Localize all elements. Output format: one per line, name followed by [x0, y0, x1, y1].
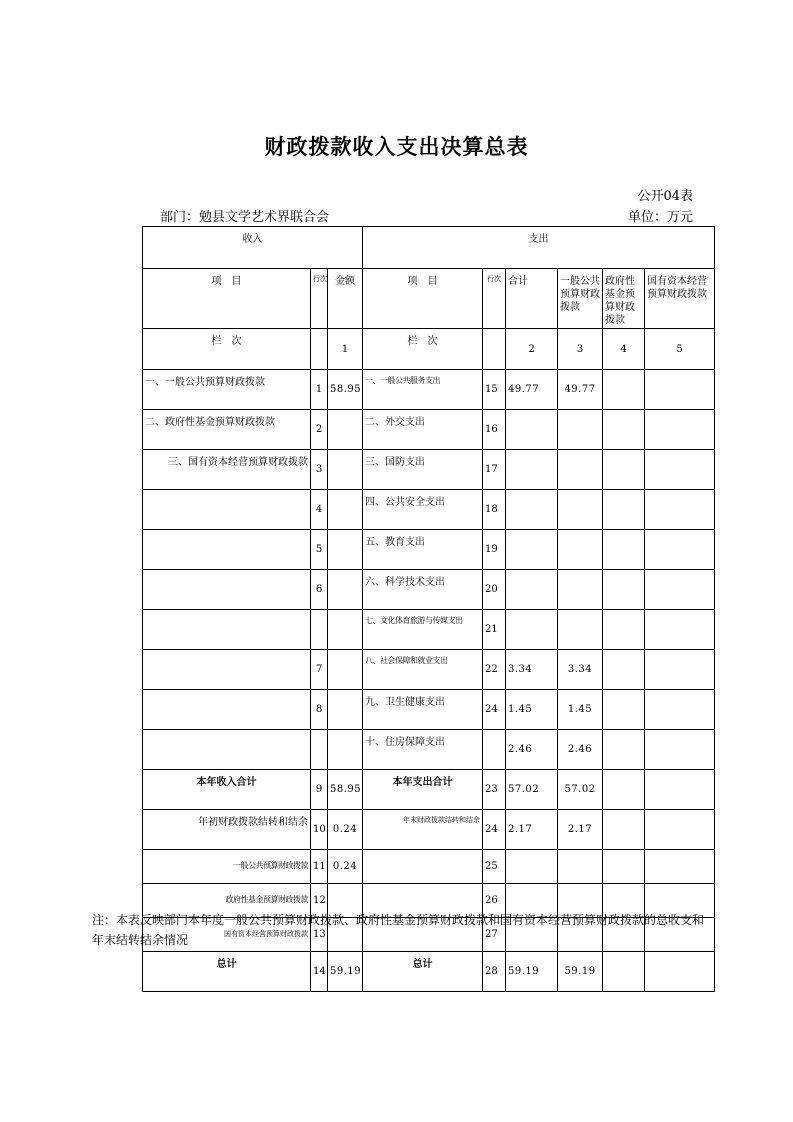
- gov-fund-value: [603, 610, 645, 650]
- income-line-no: [311, 610, 328, 650]
- table-row: [143, 810, 715, 850]
- state-capital-header: 国有资本经营预算财政拨款: [645, 269, 715, 329]
- income-item: 年初财政拨款结转和结余: [143, 810, 311, 850]
- income-amount: 0.24: [328, 850, 363, 884]
- state-capital-value: [645, 730, 715, 770]
- column-number-cell: 4: [603, 329, 645, 370]
- expense-total: [506, 570, 558, 610]
- total-header: 合计: [506, 269, 558, 329]
- income-line-no: 11: [311, 850, 328, 884]
- income-line-header: 行次: [311, 269, 328, 329]
- general-budget-value: 1.45: [558, 690, 603, 730]
- expense-line-no: 23: [483, 770, 506, 810]
- footnote: 注：本表反映部门本年度一般公共预算财政拨款、政府性基金预算财政拨款和国有资本经营预算财政拨款的总收支和年末结转结余情况: [92, 913, 705, 947]
- income-item: [143, 490, 311, 530]
- income-amount: [328, 450, 363, 490]
- income-line-no: 8: [311, 690, 328, 730]
- expense-line-no: 22: [483, 650, 506, 690]
- expense-item: [363, 850, 483, 884]
- income-amount: 0.24: [328, 810, 363, 850]
- gov-fund-value: [603, 490, 645, 530]
- table-row: [143, 770, 715, 810]
- income-item: 二、政府性基金预算财政拨款: [143, 410, 311, 450]
- income-item: 一般公共预算财政拨款: [143, 850, 311, 884]
- income-line-no: 1: [311, 370, 328, 410]
- general-budget-value: 49.77: [558, 370, 603, 410]
- income-amount: [328, 410, 363, 450]
- income-amount: [328, 730, 363, 770]
- gov-fund-value: [603, 370, 645, 410]
- state-capital-value: [645, 370, 715, 410]
- income-item: 总计: [143, 952, 311, 992]
- income-line-no: 9: [311, 770, 328, 810]
- unit-label: 单位：万元: [627, 210, 693, 225]
- income-item: [143, 730, 311, 770]
- income-item: [143, 690, 311, 730]
- expense-line-no: 15: [483, 370, 506, 410]
- income-line-no: 7: [311, 650, 328, 690]
- gov-fund-header: 政府性基金预算财政拨款: [603, 269, 645, 329]
- income-item: [143, 650, 311, 690]
- income-amount: 58.95: [328, 770, 363, 810]
- income-amount: 59.19: [328, 952, 363, 992]
- general-budget-value: 59.19: [558, 952, 603, 992]
- table-row: [143, 650, 715, 690]
- general-budget-value: 2.17: [558, 810, 603, 850]
- state-capital-value: [645, 570, 715, 610]
- income-item: 三、国有资本经营预算财政拨款: [143, 450, 311, 490]
- expense-item: 总计: [363, 952, 483, 992]
- expense-line-no: 24: [483, 690, 506, 730]
- department-label: 部门：勉县文学艺术界联合会: [160, 210, 330, 225]
- state-capital-value: [645, 410, 715, 450]
- column-number-cell: 2: [506, 329, 558, 370]
- general-budget-value: 2.46: [558, 730, 603, 770]
- expense-line-no: 16: [483, 410, 506, 450]
- expense-total: 49.77: [506, 370, 558, 410]
- income-amount-header: 金额: [328, 269, 363, 329]
- income-item: 一、一般公共预算财政拨款: [143, 370, 311, 410]
- gov-fund-value: [603, 450, 645, 490]
- state-capital-value: [645, 490, 715, 530]
- table-row: [143, 690, 715, 730]
- expense-total: 3.34: [506, 650, 558, 690]
- general-budget-value: 3.34: [558, 650, 603, 690]
- column-number-cell: 3: [558, 329, 603, 370]
- expense-item: 四、公共安全支出: [363, 490, 483, 530]
- expense-total: [506, 850, 558, 884]
- expense-item: 八、社会保障和就业支出: [363, 650, 483, 690]
- income-column-label: 栏 次: [143, 329, 311, 370]
- expense-line-no: 20: [483, 570, 506, 610]
- income-amount: [328, 530, 363, 570]
- expense-item: 七、文化体育旅游与传媒支出: [363, 610, 483, 650]
- gov-fund-value: [603, 570, 645, 610]
- income-amount: 58.95: [328, 370, 363, 410]
- general-budget-value: [558, 570, 603, 610]
- table-row: [143, 850, 715, 884]
- income-line-no: 3: [311, 450, 328, 490]
- table-row: [143, 730, 715, 770]
- income-amount: [328, 570, 363, 610]
- income-item: 国有资本经营预算财政拨款: [143, 918, 311, 952]
- income-amount: [328, 690, 363, 730]
- expense-total: 59.19: [506, 952, 558, 992]
- expense-column-label: 栏 次: [363, 329, 483, 370]
- income-line-no: 2: [311, 410, 328, 450]
- expense-total: [506, 450, 558, 490]
- column-number-cell: 1: [328, 329, 363, 370]
- expense-line-no: 19: [483, 530, 506, 570]
- expense-total: [506, 610, 558, 650]
- income-line-no: 10: [311, 810, 328, 850]
- gov-fund-value: [603, 410, 645, 450]
- expense-line-no: 26: [483, 884, 506, 918]
- fiscal-summary-table: [142, 226, 715, 992]
- state-capital-value: [645, 770, 715, 810]
- gov-fund-value: [603, 850, 645, 884]
- general-budget-value: [558, 610, 603, 650]
- general-budget-value: [558, 490, 603, 530]
- column-number-cell: 5: [645, 329, 715, 370]
- expense-item: 一、一般公共服务支出: [363, 370, 483, 410]
- general-budget-value: [558, 850, 603, 884]
- expense-line-no: 24: [483, 810, 506, 850]
- expense-line-no: 28: [483, 952, 506, 992]
- expense-total: 1.45: [506, 690, 558, 730]
- expense-total: 2.17: [506, 810, 558, 850]
- income-amount: [328, 610, 363, 650]
- table-row: [143, 490, 715, 530]
- section-header-row: [143, 227, 715, 269]
- column-number-cell: [311, 329, 328, 370]
- income-section-header: 收入: [143, 227, 363, 269]
- form-code: 公开04表: [637, 189, 693, 204]
- expense-item: 本年支出合计: [363, 770, 483, 810]
- state-capital-value: [645, 690, 715, 730]
- income-line-no: [311, 730, 328, 770]
- expense-total: [506, 490, 558, 530]
- expense-item-header: 项 目: [363, 269, 483, 329]
- expense-total: 2.46: [506, 730, 558, 770]
- expense-line-no: 18: [483, 490, 506, 530]
- expense-line-no: 21: [483, 610, 506, 650]
- expense-item: 十、住房保障支出: [363, 730, 483, 770]
- expense-item: 六、科学技术支出: [363, 570, 483, 610]
- expense-item: 九、卫生健康支出: [363, 690, 483, 730]
- state-capital-value: [645, 810, 715, 850]
- general-budget-header: 一般公共预算财政拨款: [558, 269, 603, 329]
- income-line-no: 13: [311, 918, 328, 952]
- income-amount: [328, 490, 363, 530]
- expense-line-header: 行次: [483, 269, 506, 329]
- income-item: 政府性基金预算财政拨款: [143, 884, 311, 918]
- expense-item: 年末财政拨款结转和结余: [363, 810, 483, 850]
- gov-fund-value: [603, 730, 645, 770]
- income-line-no: 5: [311, 530, 328, 570]
- expense-item: 三、国防支出: [363, 450, 483, 490]
- gov-fund-value: [603, 952, 645, 992]
- table-row: [143, 610, 715, 650]
- expense-line-no: 17: [483, 450, 506, 490]
- general-budget-value: [558, 410, 603, 450]
- income-item: [143, 530, 311, 570]
- state-capital-value: [645, 650, 715, 690]
- expense-total: 57.02: [506, 770, 558, 810]
- expense-total: [506, 410, 558, 450]
- gov-fund-value: [603, 810, 645, 850]
- state-capital-value: [645, 450, 715, 490]
- income-item: [143, 570, 311, 610]
- table-row: [143, 530, 715, 570]
- column-header-row: [143, 269, 715, 329]
- page-title: 财政拨款收入支出决算总表: [264, 134, 529, 159]
- column-number-row: [143, 329, 715, 370]
- table-row: [143, 370, 715, 410]
- general-budget-value: [558, 530, 603, 570]
- grand-total-row: [143, 952, 715, 992]
- gov-fund-value: [603, 530, 645, 570]
- general-budget-value: [558, 450, 603, 490]
- income-item: [143, 610, 311, 650]
- state-capital-value: [645, 610, 715, 650]
- expense-item: 五、教育支出: [363, 530, 483, 570]
- gov-fund-value: [603, 650, 645, 690]
- table-row: [143, 450, 715, 490]
- state-capital-value: [645, 530, 715, 570]
- expense-section-header: 支出: [363, 227, 715, 269]
- income-line-no: 6: [311, 570, 328, 610]
- expense-line-no: 25: [483, 850, 506, 884]
- column-number-cell: [483, 329, 506, 370]
- income-line-no: 12: [311, 884, 328, 918]
- table-row: [143, 410, 715, 450]
- state-capital-value: [645, 952, 715, 992]
- general-budget-value: 57.02: [558, 770, 603, 810]
- expense-line-no: [483, 730, 506, 770]
- income-amount: [328, 650, 363, 690]
- income-line-no: 14: [311, 952, 328, 992]
- gov-fund-value: [603, 770, 645, 810]
- expense-line-no: 27: [483, 918, 506, 952]
- table-row: [143, 570, 715, 610]
- state-capital-value: [645, 850, 715, 884]
- income-line-no: 4: [311, 490, 328, 530]
- income-item: 本年收入合计: [143, 770, 311, 810]
- gov-fund-value: [603, 690, 645, 730]
- expense-total: [506, 530, 558, 570]
- expense-item: 二、外交支出: [363, 410, 483, 450]
- income-item-header: 项 目: [143, 269, 311, 329]
